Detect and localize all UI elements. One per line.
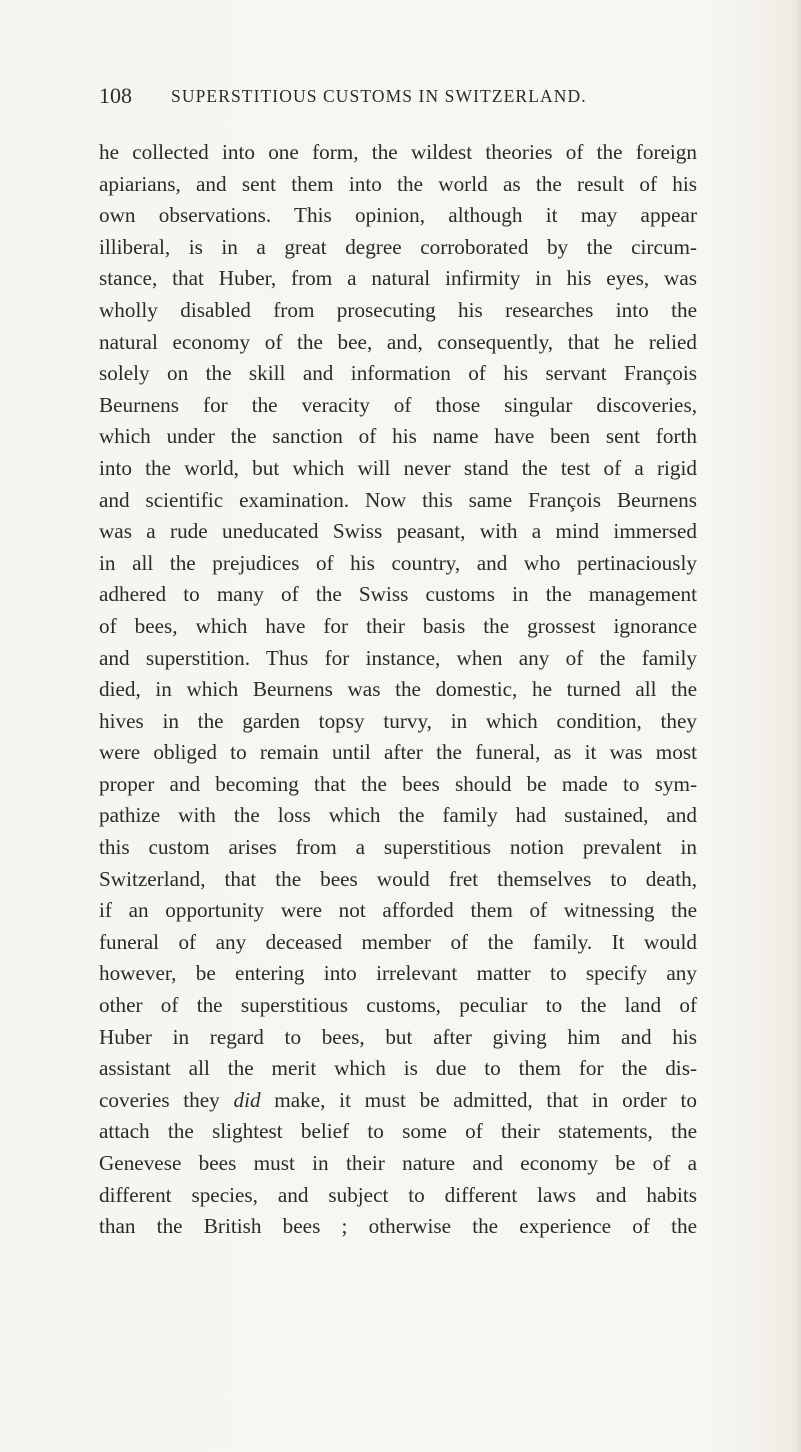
text-line: died, in which Beurnens was the domestic, he turned all the — [99, 677, 697, 702]
text-line: this custom arises from a superstitious notion prevalent in — [99, 835, 697, 860]
text-line: different species, and subject to different laws and habits — [99, 1182, 697, 1207]
text-line: apiarians, and sent them into the world as the result of his — [99, 171, 697, 196]
text-line: and superstition. Thus for instance, when any of the family — [99, 645, 697, 670]
text-line: attach the slightest belief to some of their statements, the — [99, 1119, 697, 1144]
text-line: Switzerland, that the bees would fret themselves to death, — [99, 866, 697, 891]
running-head — [99, 82, 719, 110]
text-segment: make, it must be admitted, that in order to — [260, 1087, 697, 1112]
text-line-with-italic — [99, 1085, 697, 1117]
page-number: 108 — [99, 83, 132, 108]
text-line: and scientific examination. Now this same François Beurnens — [99, 487, 697, 512]
text-line: pathize with the loss which the family had sustained, and — [99, 803, 697, 828]
text-line: if an opportunity were not afforded them of witnessing the — [99, 898, 697, 923]
text-line: he collected into one form, the wildest theories of the foreign — [99, 140, 697, 164]
text-line: was a rude uneducated Swiss peasant, with a mind immersed — [99, 519, 697, 544]
text-line: which under the sanction of his name have been sent forth — [99, 424, 697, 449]
text-line: than the British bees ; otherwise the experience of the — [99, 1214, 697, 1239]
text-line: funeral of any deceased member of the family. It would — [99, 929, 697, 954]
page-edge-shadow — [795, 0, 801, 1452]
body-text — [99, 137, 697, 1243]
text-line: solely on the skill and information of his servant François — [99, 361, 697, 386]
running-title: SUPERSTITIOUS CUSTOMS IN SWITZERLAND. — [171, 86, 587, 106]
text-line: wholly disabled from prosecuting his researches into the — [99, 297, 697, 322]
text-line: natural economy of the bee, and, consequently, that he relied — [99, 329, 697, 354]
text-line: Beurnens for the veracity of those singular discoveries, — [99, 392, 697, 417]
italic-word: did — [233, 1087, 261, 1112]
text-line: however, be entering into irrelevant matter to specify any — [99, 961, 697, 986]
text-line: illiberal, is in a great degree corroborated by the circum- — [99, 234, 697, 259]
text-line: Huber in regard to bees, but after giving him and his — [99, 1024, 697, 1049]
text-line: other of the superstitious customs, peculiar to the land of — [99, 993, 697, 1018]
text-line: adhered to many of the Swiss customs in the management — [99, 582, 697, 607]
text-segment: coveries they — [99, 1087, 234, 1112]
text-line: of bees, which have for their basis the grossest ignorance — [99, 613, 697, 638]
text-line: assistant all the merit which is due to them for the dis- — [99, 1056, 697, 1081]
text-line: into the world, but which will never stand the test of a rigid — [99, 455, 697, 480]
text-line: in all the prejudices of his country, and who pertinaciously — [99, 550, 697, 575]
text-line: proper and becoming that the bees should be made to sym- — [99, 771, 697, 796]
text-line: own observations. This opinion, although it may appear — [99, 203, 697, 228]
text-line: hives in the garden topsy turvy, in which condition, they — [99, 708, 697, 733]
text-line: were obliged to remain until after the funeral, as it was most — [99, 740, 697, 765]
text-line: stance, that Huber, from a natural infirmity in his eyes, was — [99, 266, 697, 291]
text-line: Genevese bees must in their nature and economy be of a — [99, 1151, 697, 1175]
